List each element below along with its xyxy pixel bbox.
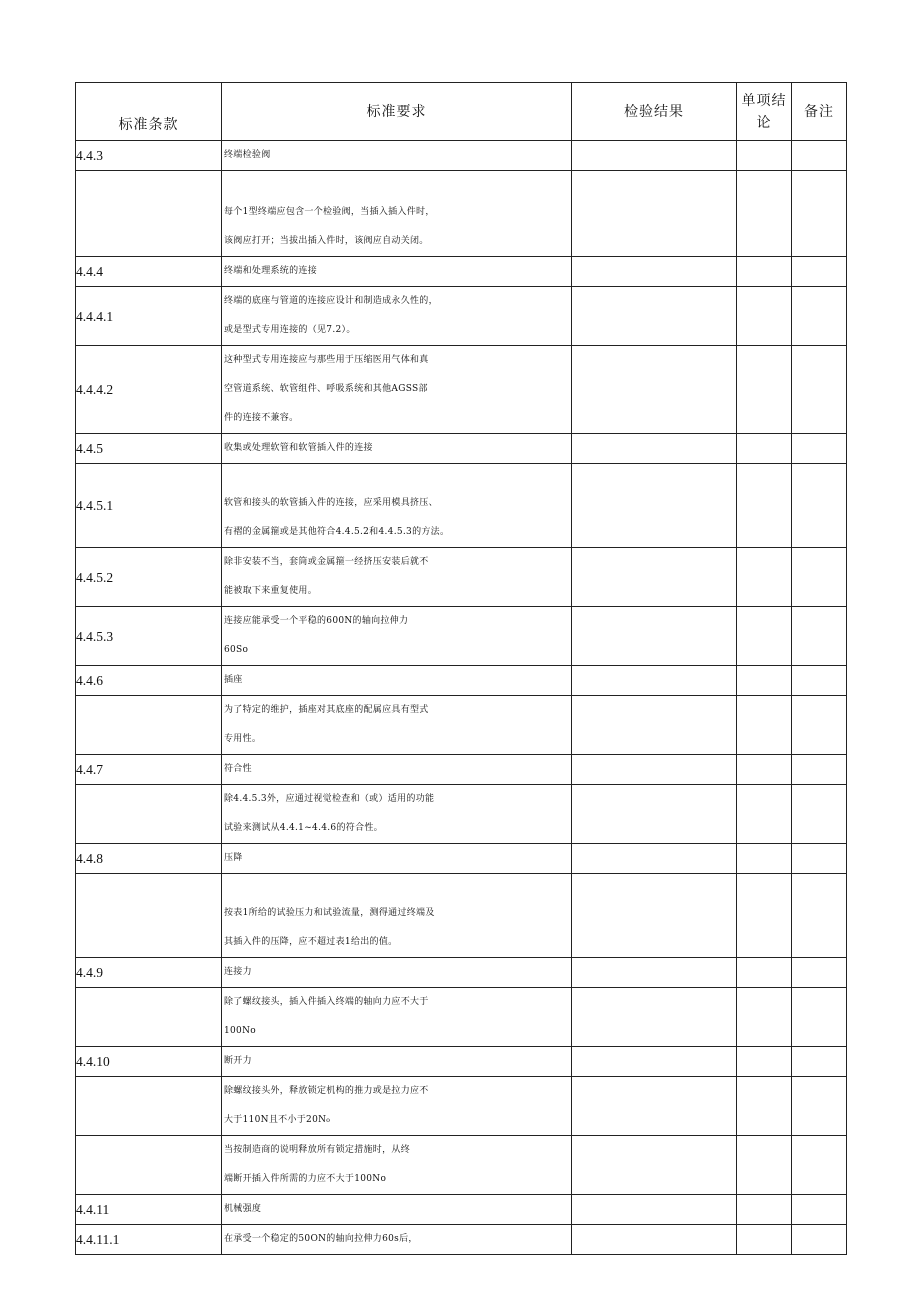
requirement-text [222,1047,572,1077]
conclusion-cell[interactable] [737,844,792,874]
table-row [76,1077,847,1136]
clause-number [76,1077,222,1136]
conclusion-cell[interactable] [737,1225,792,1255]
requirement-line: 除4.4.5.3外，应通过视觉检查和（或）适用的功能 [224,794,435,804]
result-cell[interactable] [572,1136,737,1195]
requirement-line: 每个1型终端应包含一个检验阀，当插入插入件时， [224,207,435,217]
conclusion-cell[interactable] [737,755,792,785]
requirement-text [222,607,572,666]
table-header-row [76,83,847,141]
table-row [76,548,847,607]
remarks-cell[interactable] [792,988,847,1047]
header-clause: 标准条款 [76,83,222,141]
table-row [76,696,847,755]
remarks-cell[interactable] [792,1047,847,1077]
requirement-text [222,257,572,287]
clause-number: 4.4.7 [76,755,222,785]
requirement-line: 软管和接头的软管插入件的连接，应采用模具挤压、 [224,498,438,508]
clause-number: 4.4.4.1 [76,287,222,346]
result-cell[interactable] [572,1047,737,1077]
table-row [76,1136,847,1195]
clause-number: 4.4.11 [76,1195,222,1225]
conclusion-cell[interactable] [737,257,792,287]
header-remarks: 备注 [792,83,847,141]
clause-number [76,785,222,844]
clause-number [76,988,222,1047]
clause-number [76,874,222,958]
header-result: 检验结果 [572,83,737,141]
table-row [76,874,847,958]
requirement-text [222,988,572,1047]
remarks-cell[interactable] [792,1225,847,1255]
result-cell[interactable] [572,1225,737,1255]
requirement-text [222,1136,572,1195]
requirement-line: 专用性。 [224,734,262,744]
requirement-line: 插座 [224,675,243,685]
requirement-line: 当按制造商的说明释放所有锁定措施时，从终 [224,1145,411,1155]
requirement-text [222,287,572,346]
clause-number [76,696,222,755]
result-cell[interactable] [572,548,737,607]
requirement-line: 符合性 [224,764,252,774]
requirement-line: 按表1所给的试验压力和试验流量，测得通过终端及 [224,908,435,918]
remarks-cell[interactable] [792,464,847,548]
result-cell[interactable] [572,874,737,958]
requirement-text [222,1077,572,1136]
result-cell[interactable] [572,141,737,171]
requirement-text [222,785,572,844]
table-body [76,141,847,1255]
table-row [76,464,847,548]
requirement-line: 连接力 [224,967,252,977]
remarks-cell[interactable] [792,874,847,958]
requirement-line: 大于110N且不小于20N₀ [224,1115,331,1125]
clause-number: 4.4.5.3 [76,607,222,666]
requirement-text [222,1195,572,1225]
result-cell[interactable] [572,696,737,755]
table-row [76,988,847,1047]
requirement-line: 试验来测试从4.4.1~4.4.6的符合性。 [224,823,383,833]
conclusion-cell[interactable] [737,607,792,666]
clause-number: 4.4.5.2 [76,548,222,607]
result-cell[interactable] [572,287,737,346]
result-cell[interactable] [572,607,737,666]
remarks-cell[interactable] [792,1195,847,1225]
requirement-line: 为了特定的维护，插座对其底座的配属应具有型式 [224,705,429,715]
requirement-text [222,434,572,464]
remarks-cell[interactable] [792,844,847,874]
table-row [76,755,847,785]
requirement-line: 端断开插入件所需的力应不大于100No [224,1174,387,1184]
table-row [76,958,847,988]
result-cell[interactable] [572,666,737,696]
requirement-line: 件的连接不兼容。 [224,413,299,423]
requirement-line: 断开力 [224,1056,252,1066]
table-row [76,434,847,464]
header-conclusion: 单项结论 [737,83,792,141]
remarks-cell[interactable] [792,607,847,666]
result-cell[interactable] [572,785,737,844]
requirement-line: 连接应能承受一个平稳的600N的轴向拉伸力 [224,616,409,626]
remarks-cell[interactable] [792,1077,847,1136]
table-row [76,844,847,874]
table-row [76,287,847,346]
requirement-line: 100No [224,1026,256,1036]
clause-number: 4.4.5 [76,434,222,464]
result-cell[interactable] [572,464,737,548]
requirement-line: 终端和处理系统的连接 [224,266,318,276]
requirement-text [222,844,572,874]
conclusion-cell[interactable] [737,666,792,696]
result-cell[interactable] [572,346,737,434]
conclusion-cell[interactable] [737,1195,792,1225]
conclusion-cell[interactable] [737,958,792,988]
requirement-text [222,1225,572,1255]
requirement-line: 有褶的金属箍或是其他符合4.4.5.2和4.4.5.3的方法。 [224,527,450,537]
conclusion-cell[interactable] [737,874,792,958]
clause-number: 4.4.4 [76,257,222,287]
conclusion-cell[interactable] [737,1047,792,1077]
remarks-cell[interactable] [792,696,847,755]
table-row [76,785,847,844]
table-row [76,666,847,696]
table-row [76,171,847,257]
table-row [76,346,847,434]
result-cell[interactable] [572,958,737,988]
result-cell[interactable] [572,434,737,464]
remarks-cell[interactable] [792,755,847,785]
requirement-text [222,346,572,434]
remarks-cell[interactable] [792,666,847,696]
conclusion-cell[interactable] [737,171,792,257]
clause-number: 4.4.9 [76,958,222,988]
conclusion-cell[interactable] [737,464,792,548]
clause-number: 4.4.11.1 [76,1225,222,1255]
requirement-text [222,755,572,785]
requirement-line: 压降 [224,853,243,863]
requirement-text [222,958,572,988]
conclusion-cell[interactable] [737,1136,792,1195]
conclusion-cell[interactable] [737,287,792,346]
table-row [76,607,847,666]
conclusion-cell[interactable] [737,346,792,434]
remarks-cell[interactable] [792,287,847,346]
remarks-cell[interactable] [792,548,847,607]
requirement-line: 终端检验阀 [224,150,271,160]
table-row [76,1047,847,1077]
clause-number: 4.4.4.2 [76,346,222,434]
header-requirement: 标准要求 [222,83,572,141]
result-cell[interactable] [572,1195,737,1225]
remarks-cell[interactable] [792,958,847,988]
table-row [76,141,847,171]
conclusion-cell[interactable] [737,141,792,171]
clause-number: 4.4.6 [76,666,222,696]
requirement-text [222,696,572,755]
result-cell[interactable] [572,988,737,1047]
requirement-line: 除了螺纹接头，插入件插入终端的轴向力应不大于 [224,997,429,1007]
requirement-text [222,171,572,257]
result-cell[interactable] [572,1077,737,1136]
requirement-text [222,874,572,958]
requirement-line: 收集或处理软管和软管插入件的连接 [224,443,373,453]
remarks-cell[interactable] [792,785,847,844]
requirement-line: 除非安装不当，套筒或金属箍一经挤压安装后就不 [224,557,429,567]
requirement-text [222,141,572,171]
requirement-line: 这种型式专用连接应与那些用于压缩医用气体和真 [224,355,429,365]
conclusion-cell[interactable] [737,696,792,755]
result-cell[interactable] [572,844,737,874]
conclusion-cell[interactable] [737,1077,792,1136]
requirement-line: 在承受一个稳定的50ON的轴向拉伸力60s后， [224,1234,418,1244]
result-cell[interactable] [572,755,737,785]
requirement-line: 除螺纹接头外，释放锁定机构的推力或是拉力应不 [224,1086,429,1096]
remarks-cell[interactable] [792,171,847,257]
requirement-line: 空管道系统、软管组件、呼吸系统和其他AGSS部 [224,384,428,394]
clause-number: 4.4.5.1 [76,464,222,548]
requirement-line: 机械强度 [224,1204,262,1214]
clause-number: 4.4.8 [76,844,222,874]
clause-number: 4.4.10 [76,1047,222,1077]
requirement-line: 60So [224,645,249,655]
result-cell[interactable] [572,171,737,257]
clause-number [76,171,222,257]
requirement-line: 其插入件的压降，应不超过表1给出的值。 [224,937,398,947]
remarks-cell[interactable] [792,346,847,434]
requirement-line: 该阀应打开；当拔出插入件时，该阀应自动关闭。 [224,236,429,246]
conclusion-cell[interactable] [737,785,792,844]
remarks-cell[interactable] [792,434,847,464]
table-row [76,1225,847,1255]
conclusion-cell[interactable] [737,548,792,607]
clause-number: 4.4.3 [76,141,222,171]
requirement-line: 或是型式专用连接的（见7.2）。 [224,325,356,335]
result-cell[interactable] [572,257,737,287]
clause-number [76,1136,222,1195]
remarks-cell[interactable] [792,141,847,171]
table-row [76,257,847,287]
remarks-cell[interactable] [792,1136,847,1195]
requirement-text [222,464,572,548]
standard-inspection-table [75,82,847,1255]
requirement-line: 能被取下来重复使用。 [224,586,318,596]
requirement-text [222,548,572,607]
conclusion-cell[interactable] [737,434,792,464]
requirement-text [222,666,572,696]
table-row [76,1195,847,1225]
remarks-cell[interactable] [792,257,847,287]
conclusion-cell[interactable] [737,988,792,1047]
requirement-line: 终端的底座与管道的连接应设计和制造成永久性的， [224,296,438,306]
